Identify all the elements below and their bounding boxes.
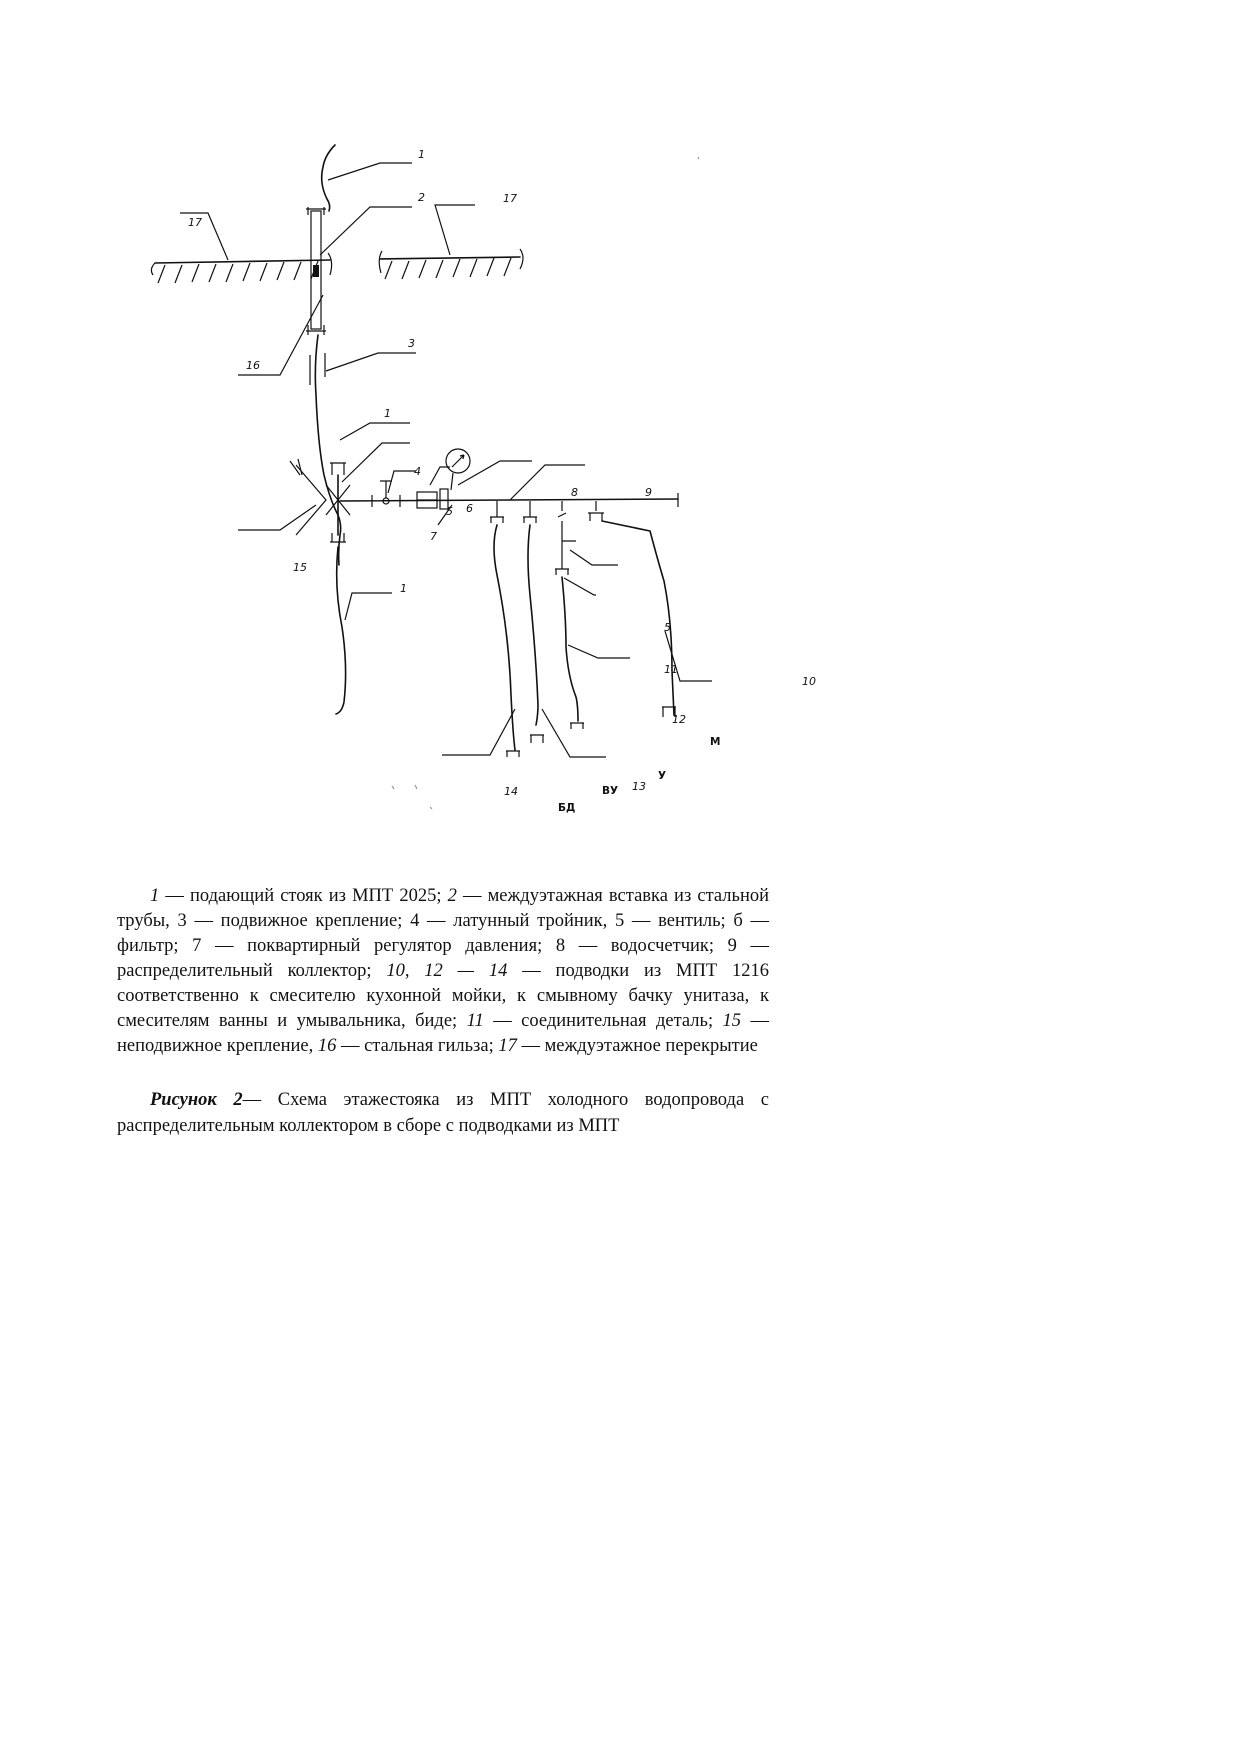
legend-num-17: 17 (498, 1036, 517, 1056)
fixture-u: У (658, 770, 667, 782)
label-3: 3 (408, 337, 415, 350)
label-4: 4 (414, 465, 421, 478)
floor-slab-left (151, 253, 331, 283)
legend-text-15: — неподвижное крепление, (117, 1011, 769, 1056)
fixture-bd: БД (558, 802, 576, 814)
label-9: 9 (645, 486, 652, 499)
outlet-bidet (490, 501, 520, 757)
legend-text-16: — стальная гильза; (336, 1036, 499, 1056)
outlet-kitchen-sink (588, 501, 676, 717)
label-15: 15 (293, 561, 307, 574)
label-10: 10 (802, 675, 816, 688)
label-17-right: 17 (503, 192, 517, 205)
riser-schematic-diagram (130, 145, 816, 855)
floor-slab-right (379, 249, 523, 279)
legend-num-1: 1 (150, 886, 160, 906)
label-5-toilet: 5 (664, 621, 671, 634)
label-16: 16 (246, 359, 260, 372)
fixture-m: М (710, 736, 721, 748)
figure-legend (117, 884, 769, 1059)
main-pipe (340, 499, 678, 501)
riser-pipe-middle (315, 335, 340, 565)
outlet-washbasin (523, 501, 544, 743)
caption-text: — Схема этажестояка из МПТ холодного водопровода с распределительным коллектором в сборе с подводками из МПТ (117, 1090, 769, 1136)
caption-label: Рисунок 2 (150, 1090, 243, 1110)
sliding-clamp (310, 353, 325, 385)
outlet-toilet (555, 501, 584, 729)
fixture-vu: ВУ (602, 785, 619, 797)
schematic-svg (130, 145, 816, 855)
label-6: 6 (466, 502, 473, 515)
label-8: 8 (571, 486, 578, 499)
legend-text-1: — подающий стояк из МПТ 2025; (159, 886, 448, 906)
label-1-top: 1 (418, 148, 425, 161)
legend-text-2: — междуэтажная вставка из стальной трубы, 3 — подвижное крепление; 4 — латунный тройник, 5 — вентиль; б — фильтр; 7 — поквартирный регулятор давления; 8 — водосчетчик; 9 — распределительный коллектор; (117, 886, 769, 981)
label-2: 2 (418, 191, 425, 204)
legend-text-11: — соединительная деталь; (483, 1011, 723, 1031)
legend-num-16: 16 (317, 1036, 337, 1056)
legend-num-11: 11 (466, 1011, 484, 1031)
label-17-left: 17 (188, 216, 202, 229)
valve (372, 481, 400, 507)
legend-num-10: 10, 12 — 14 (386, 961, 508, 981)
legend-num-2: 2 (447, 886, 457, 906)
label-12: 12 (672, 713, 686, 726)
steel-insert (306, 207, 326, 335)
riser-pipe-bottom (336, 547, 346, 714)
label-5-valve: 5 (446, 505, 453, 518)
legend-num-15: 15 (722, 1011, 742, 1031)
label-1-bottom: 1 (400, 582, 407, 595)
label-1-mid: 1 (384, 407, 391, 420)
legend-text-17: — междуэтажное перекрытие (516, 1036, 758, 1056)
legend-text-10: — подводки из МПТ 1216 соответственно к смесителю кухонной мойки, к смывному бачку унитаза, к смесителям ванны и умывальника, биде; (117, 961, 769, 1031)
label-13: 13 (632, 780, 646, 793)
water-meter (446, 449, 470, 490)
label-7: 7 (430, 530, 437, 543)
label-11: 11 (664, 663, 678, 676)
label-14: 14 (504, 785, 518, 798)
figure-caption (117, 1087, 769, 1139)
